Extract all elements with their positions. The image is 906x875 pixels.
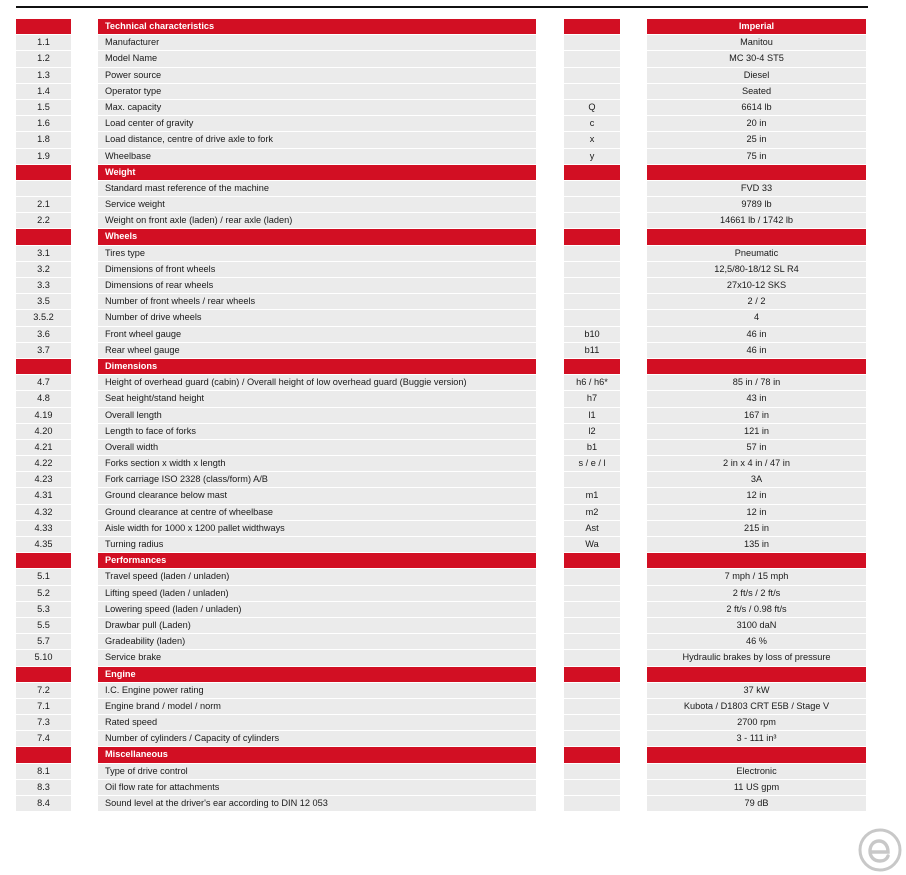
spec-value: 6614 lb [647,100,866,115]
section-title: Engine [98,667,536,682]
spec-label: Lowering speed (laden / unladen) [98,602,536,617]
spec-symbol [564,51,620,66]
row-number: 4.19 [16,408,71,423]
spec-row [0,375,906,391]
row-number: 1.8 [16,132,71,147]
section-header-row [0,667,906,683]
unit-header [647,359,866,374]
spec-symbol [564,197,620,212]
spec-row [0,569,906,585]
row-number [16,553,71,568]
spec-value: 167 in [647,408,866,423]
spec-symbol: x [564,132,620,147]
spec-row [0,327,906,343]
spec-table [0,19,906,812]
spec-row [0,488,906,504]
spec-row [0,764,906,780]
spec-row [0,715,906,731]
section-header-row [0,553,906,569]
spec-value: 25 in [647,132,866,147]
row-number: 2.2 [16,213,71,228]
spec-symbol [564,553,620,568]
spec-row [0,586,906,602]
section-title: Weight [98,165,536,180]
row-number: 1.2 [16,51,71,66]
spec-label: Oil flow rate for attachments [98,780,536,795]
spec-value: FVD 33 [647,181,866,196]
spec-symbol [564,35,620,50]
spec-label: Number of drive wheels [98,310,536,325]
spec-value: Manitou [647,35,866,50]
row-number: 5.7 [16,634,71,649]
spec-value: Seated [647,84,866,99]
spec-value: 7 mph / 15 mph [647,569,866,584]
unit-header [647,667,866,682]
section-header-row [0,747,906,763]
spec-symbol [564,796,620,811]
row-number: 5.2 [16,586,71,601]
row-number [16,747,71,762]
spec-symbol [564,84,620,99]
spec-symbol [564,650,620,665]
spec-label: Service weight [98,197,536,212]
row-number: 4.35 [16,537,71,552]
row-number [16,19,71,34]
row-number: 4.33 [16,521,71,536]
spec-label: Dimensions of rear wheels [98,278,536,293]
section-header-row [0,359,906,375]
spec-symbol [564,181,620,196]
spec-value: MC 30-4 ST5 [647,51,866,66]
spec-value: 79 dB [647,796,866,811]
spec-symbol: Ast [564,521,620,536]
spec-symbol [564,634,620,649]
row-number: 3.2 [16,262,71,277]
section-title: Dimensions [98,359,536,374]
spec-row [0,618,906,634]
spec-symbol [564,359,620,374]
spec-value: 2700 rpm [647,715,866,730]
row-number [16,181,71,196]
spec-symbol [564,699,620,714]
spec-symbol: m1 [564,488,620,503]
spec-label: Model Name [98,51,536,66]
section-title: Technical characteristics [98,19,536,34]
unit-header: Imperial [647,19,866,34]
spec-label: Length to face of forks [98,424,536,439]
row-number: 3.1 [16,246,71,261]
row-number: 3.5 [16,294,71,309]
row-number: 3.5.2 [16,310,71,325]
row-number: 1.5 [16,100,71,115]
spec-label: Gradeability (laden) [98,634,536,649]
spec-row [0,408,906,424]
spec-value: 2 ft/s / 0.98 ft/s [647,602,866,617]
spec-label: Operator type [98,84,536,99]
spec-row [0,683,906,699]
row-number [16,229,71,244]
row-number: 4.32 [16,505,71,520]
spec-label: Load center of gravity [98,116,536,131]
spec-symbol [564,68,620,83]
row-number: 5.5 [16,618,71,633]
header-rule [16,6,868,8]
spec-row [0,35,906,51]
spec-row [0,440,906,456]
spec-label: Aisle width for 1000 x 1200 pallet widthways [98,521,536,536]
row-number: 1.3 [16,68,71,83]
spec-value: 2 / 2 [647,294,866,309]
spec-row [0,181,906,197]
spec-symbol: c [564,116,620,131]
spec-symbol [564,764,620,779]
spec-symbol [564,310,620,325]
spec-label: Weight on front axle (laden) / rear axle (laden) [98,213,536,228]
spec-row [0,262,906,278]
spec-value: 3100 daN [647,618,866,633]
spec-value: 57 in [647,440,866,455]
row-number: 3.6 [16,327,71,342]
section-header-row [0,19,906,35]
spec-symbol [564,602,620,617]
spec-symbol [564,780,620,795]
spec-row [0,343,906,359]
row-number: 7.4 [16,731,71,746]
spec-symbol [564,472,620,487]
section-title: Performances [98,553,536,568]
row-number [16,359,71,374]
unit-header [647,165,866,180]
spec-label: Engine brand / model / norm [98,699,536,714]
spec-label: Load distance, centre of drive axle to fork [98,132,536,147]
spec-symbol [564,213,620,228]
spec-symbol: b10 [564,327,620,342]
spec-symbol [564,747,620,762]
spec-symbol: b11 [564,343,620,358]
spec-row [0,780,906,796]
row-number: 4.20 [16,424,71,439]
spec-row [0,51,906,67]
row-number: 4.23 [16,472,71,487]
spec-symbol: l2 [564,424,620,439]
spec-row [0,310,906,326]
unit-header [647,747,866,762]
spec-row [0,197,906,213]
spec-row [0,278,906,294]
spec-value: Electronic [647,764,866,779]
spec-symbol [564,278,620,293]
row-number: 1.1 [16,35,71,50]
spec-row [0,537,906,553]
spec-label: Fork carriage ISO 2328 (class/form) A/B [98,472,536,487]
spec-row [0,213,906,229]
spec-value: Diesel [647,68,866,83]
spec-label: Drawbar pull (Laden) [98,618,536,633]
spec-value: 3A [647,472,866,487]
spec-label: Max. capacity [98,100,536,115]
spec-value: 9789 lb [647,197,866,212]
spec-label: Travel speed (laden / unladen) [98,569,536,584]
row-number: 7.3 [16,715,71,730]
spec-symbol [564,229,620,244]
row-number: 4.31 [16,488,71,503]
spec-value: 20 in [647,116,866,131]
spec-symbol: l1 [564,408,620,423]
spec-row [0,602,906,618]
spec-row [0,246,906,262]
spec-symbol [564,715,620,730]
spec-row [0,521,906,537]
spec-symbol [564,165,620,180]
spec-value: 12,5/80-18/12 SL R4 [647,262,866,277]
row-number [16,667,71,682]
section-header-row [0,165,906,181]
spec-label: Height of overhead guard (cabin) / Overall height of low overhead guard (Buggie version) [98,375,536,390]
spec-symbol [564,294,620,309]
spec-value: 75 in [647,149,866,164]
spec-label: Sound level at the driver's ear according to DIN 12 053 [98,796,536,811]
spec-label: Wheelbase [98,149,536,164]
spec-value: 12 in [647,488,866,503]
row-number: 4.7 [16,375,71,390]
spec-label: Overall width [98,440,536,455]
spec-label: Ground clearance below mast [98,488,536,503]
spec-symbol: Wa [564,537,620,552]
spec-label: Front wheel gauge [98,327,536,342]
unit-header [647,229,866,244]
spec-label: Rear wheel gauge [98,343,536,358]
row-number: 4.21 [16,440,71,455]
spec-label: Forks section x width x length [98,456,536,471]
spec-row [0,294,906,310]
section-header-row [0,229,906,245]
spec-row [0,149,906,165]
spec-symbol [564,262,620,277]
section-title: Wheels [98,229,536,244]
spec-label: Ground clearance at centre of wheelbase [98,505,536,520]
spec-value: 215 in [647,521,866,536]
spec-row [0,424,906,440]
spec-symbol: h7 [564,391,620,406]
spec-row [0,731,906,747]
spec-symbol: m2 [564,505,620,520]
spec-label: Manufacturer [98,35,536,50]
spec-row [0,472,906,488]
spec-value: 2 ft/s / 2 ft/s [647,586,866,601]
spec-value: 11 US gpm [647,780,866,795]
spec-value: 14661 lb / 1742 lb [647,213,866,228]
spec-label: Type of drive control [98,764,536,779]
spec-row [0,68,906,84]
spec-row [0,650,906,666]
spec-row [0,796,906,812]
spec-symbol [564,731,620,746]
spec-value: 4 [647,310,866,325]
spec-label: Number of front wheels / rear wheels [98,294,536,309]
spec-label: Tires type [98,246,536,261]
spec-symbol: h6 / h6* [564,375,620,390]
spec-value: 3 - 111 in³ [647,731,866,746]
unit-header [647,553,866,568]
spec-symbol: y [564,149,620,164]
row-number: 5.3 [16,602,71,617]
e-logo-icon [858,828,902,872]
row-number: 8.1 [16,764,71,779]
spec-label: Overall length [98,408,536,423]
row-number: 5.1 [16,569,71,584]
spec-label: I.C. Engine power rating [98,683,536,698]
spec-symbol [564,667,620,682]
spec-value: 46 % [647,634,866,649]
row-number: 7.1 [16,699,71,714]
row-number: 5.10 [16,650,71,665]
spec-row [0,116,906,132]
spec-value: 37 kW [647,683,866,698]
row-number: 1.9 [16,149,71,164]
spec-symbol [564,683,620,698]
spec-value: 46 in [647,327,866,342]
row-number: 8.3 [16,780,71,795]
spec-row [0,699,906,715]
spec-row [0,84,906,100]
spec-value: 85 in / 78 in [647,375,866,390]
spec-symbol [564,586,620,601]
spec-value: 135 in [647,537,866,552]
spec-label: Number of cylinders / Capacity of cylinders [98,731,536,746]
row-number: 2.1 [16,197,71,212]
spec-value: 46 in [647,343,866,358]
spec-row [0,100,906,116]
spec-label: Standard mast reference of the machine [98,181,536,196]
spec-symbol [564,246,620,261]
spec-value: 12 in [647,505,866,520]
spec-label: Dimensions of front wheels [98,262,536,277]
spec-symbol [564,569,620,584]
row-number: 1.6 [16,116,71,131]
spec-row [0,132,906,148]
spec-symbol: s / e / l [564,456,620,471]
spec-value: Hydraulic brakes by loss of pressure [647,650,866,665]
spec-symbol [564,19,620,34]
spec-row [0,456,906,472]
row-number: 4.22 [16,456,71,471]
spec-value: 2 in x 4 in / 47 in [647,456,866,471]
section-title: Miscellaneous [98,747,536,762]
spec-value: Kubota / D1803 CRT E5B / Stage V [647,699,866,714]
spec-label: Power source [98,68,536,83]
spec-value: 121 in [647,424,866,439]
spec-symbol: Q [564,100,620,115]
spec-row [0,391,906,407]
row-number: 4.8 [16,391,71,406]
spec-label: Turning radius [98,537,536,552]
row-number [16,165,71,180]
row-number: 7.2 [16,683,71,698]
row-number: 3.3 [16,278,71,293]
spec-label: Service brake [98,650,536,665]
row-number: 1.4 [16,84,71,99]
spec-symbol: b1 [564,440,620,455]
spec-label: Lifting speed (laden / unladen) [98,586,536,601]
spec-row [0,634,906,650]
spec-symbol [564,618,620,633]
spec-label: Seat height/stand height [98,391,536,406]
spec-value: Pneumatic [647,246,866,261]
row-number: 3.7 [16,343,71,358]
row-number: 8.4 [16,796,71,811]
spec-row [0,505,906,521]
spec-label: Rated speed [98,715,536,730]
spec-value: 43 in [647,391,866,406]
spec-value: 27x10-12 SKS [647,278,866,293]
